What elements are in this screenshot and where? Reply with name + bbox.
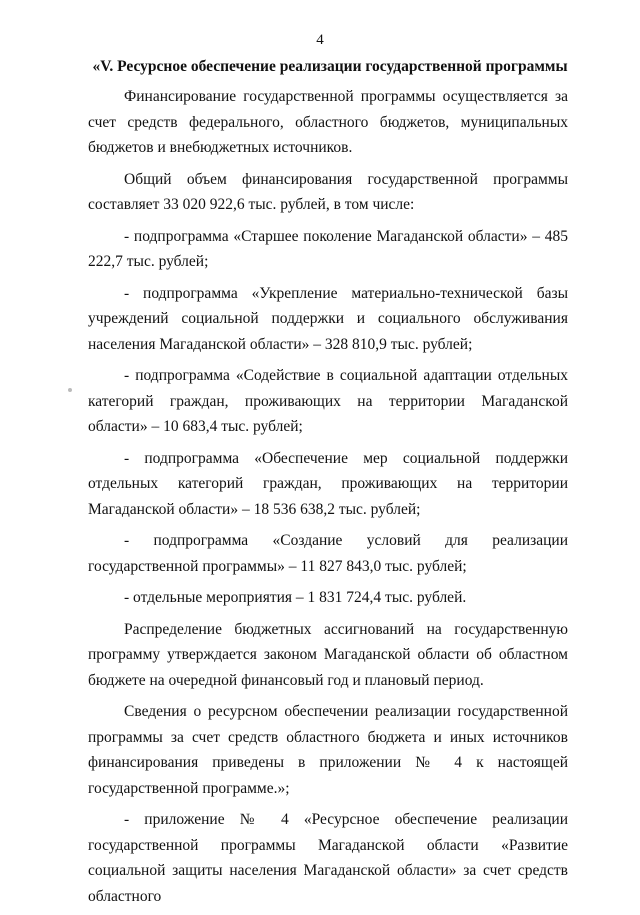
list-item-separate-activities: - отдельные мероприятия – 1 831 724,4 тыс. рублей.: [124, 589, 467, 606]
section-heading: «V. Ресурсное обеспечение реализации государственной программы: [92, 58, 568, 75]
list-item-subprogram-infrastructure: - подпрограмма «Укрепление материально-технической базы учреждений социальной поддержки и социального обслуживания населения Магаданской области» – 328 810,9 тыс. рублей;: [88, 284, 568, 353]
document-body: [88, 84, 568, 915]
list-item-subprogram-conditions: - подпрограмма «Создание условий для реализации государственной программы» – 11 827 843,0 тыс. рублей;: [88, 532, 568, 575]
list-item-appendix-4: - приложение № 4 «Ресурсное обеспечение реализации государственной программы Магаданской области «Развитие социальной защиты населения Магаданской области» за счет средств областного: [88, 811, 568, 905]
list-item-subprogram-elderly: - подпрограмма «Старшее поколение Магаданской области» – 485 222,7 тыс. рублей;: [88, 227, 568, 270]
paragraph-total-volume: Общий объем финансирования государственной программы составляет 33 020 922,6 тыс. рублей, в том числе:: [88, 170, 568, 213]
paragraph-financing-sources: Финансирование государственной программы осуществляется за счет средств федерального, областного бюджетов, муниципальных бюджетов и внебюджетных источников.: [88, 88, 568, 156]
list-item-subprogram-support-measures: - подпрограмма «Обеспечение мер социальной поддержки отдельных категорий граждан, проживающих на территории Магаданской области» – 18 536 638,2 тыс. рублей;: [88, 449, 568, 518]
page-number: 4: [316, 32, 324, 48]
paragraph-budget-allocation: Распределение бюджетных ассигнований на государственную программу утверждается законом Магаданской области об областном бюджете на очередной финансовый год и плановый период.: [88, 620, 568, 689]
margin-dot: [68, 388, 72, 392]
paragraph-resource-info: Сведения о ресурсном обеспечении реализации государственной программы за счет средств областного бюджета и иных источников финансирования приведены в приложении № 4 к настоящей государственной программе.»;: [88, 703, 568, 797]
list-item-subprogram-adaptation: - подпрограмма «Содействие в социальной адаптации отдельных категорий граждан, проживающих на территории Магаданской области» – 10 683,4 тыс. рублей;: [88, 367, 568, 435]
